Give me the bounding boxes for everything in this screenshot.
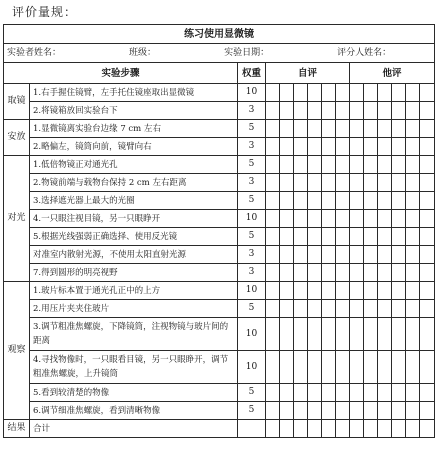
peer-eval-cell[interactable] [378,192,392,210]
self-eval-cell[interactable] [336,246,350,264]
table-row [4,384,435,402]
peer-eval-cell[interactable] [406,282,420,300]
peer-eval-cell[interactable] [378,84,392,102]
table-row [4,300,435,318]
self-eval-cell[interactable] [322,138,336,156]
peer-eval-cell[interactable] [420,138,435,156]
self-eval-cell[interactable] [280,282,294,300]
self-eval-cell[interactable] [308,420,322,438]
evaluation-table [3,24,435,438]
self-eval-cell[interactable] [336,300,350,318]
peer-eval-header: 他评 [350,63,435,84]
peer-eval-cell[interactable] [378,228,392,246]
self-eval-cell[interactable] [266,246,280,264]
peer-eval-cell[interactable] [350,84,364,102]
table-row [4,156,435,174]
peer-eval-cell[interactable] [406,264,420,282]
table-row [4,174,435,192]
peer-eval-cell[interactable] [364,84,378,102]
peer-eval-cell[interactable] [420,384,435,402]
step-cell: 4.寻找物像时，一只眼看目镜，另一只眼睁开，调节粗准焦螺旋，上升镜筒 [30,351,238,384]
self-eval-cell[interactable] [308,264,322,282]
peer-eval-cell[interactable] [364,192,378,210]
peer-eval-cell[interactable] [392,318,406,351]
peer-eval-cell[interactable] [378,282,392,300]
peer-eval-cell[interactable] [420,210,435,228]
peer-eval-cell[interactable] [420,282,435,300]
table-row [4,84,435,102]
table-row [4,264,435,282]
self-eval-cell[interactable] [280,264,294,282]
step-cell: 7.得到圆形的明亮视野 [30,264,238,282]
self-eval-cell[interactable] [266,264,280,282]
peer-eval-cell[interactable] [378,138,392,156]
self-eval-cell[interactable] [336,282,350,300]
table-row [4,318,435,351]
peer-eval-cell[interactable] [406,120,420,138]
peer-eval-cell[interactable] [406,402,420,420]
step-cell: 1.低倍物镜正对通光孔 [30,156,238,174]
weight-cell: 5 [238,300,266,318]
self-eval-cell[interactable] [266,174,280,192]
step-cell: 5.根据光线强弱正确选择、使用反光镜 [30,228,238,246]
peer-eval-cell[interactable] [364,384,378,402]
peer-eval-cell[interactable] [364,351,378,384]
peer-eval-cell[interactable] [420,318,435,351]
peer-eval-cell[interactable] [420,120,435,138]
peer-eval-cell[interactable] [392,351,406,384]
category-cell: 对光 [4,156,30,282]
self-eval-cell[interactable] [322,84,336,102]
peer-eval-cell[interactable] [350,246,364,264]
self-eval-cell[interactable] [322,228,336,246]
self-eval-cell[interactable] [308,318,322,351]
step-cell: 对准室内散射光源，不使用太阳直射光源 [30,246,238,264]
peer-eval-cell[interactable] [350,402,364,420]
peer-eval-cell[interactable] [406,102,420,120]
self-eval-cell[interactable] [294,192,308,210]
self-eval-cell[interactable] [294,351,308,384]
weight-header: 权重 [238,63,266,84]
peer-eval-cell[interactable] [350,120,364,138]
self-eval-cell[interactable] [266,84,280,102]
self-eval-cell[interactable] [280,210,294,228]
weight-cell: 5 [238,120,266,138]
self-eval-cell[interactable] [294,282,308,300]
self-eval-cell[interactable] [294,138,308,156]
peer-eval-cell[interactable] [392,102,406,120]
self-eval-cell[interactable] [308,351,322,384]
self-eval-cell[interactable] [336,384,350,402]
self-eval-cell[interactable] [336,228,350,246]
self-eval-cell[interactable] [266,228,280,246]
peer-eval-cell[interactable] [406,192,420,210]
self-eval-cell[interactable] [308,138,322,156]
peer-eval-cell[interactable] [350,192,364,210]
step-cell: 2.将镜箱放回实验台下 [30,102,238,120]
self-eval-cell[interactable] [266,156,280,174]
peer-eval-cell[interactable] [392,264,406,282]
peer-eval-cell[interactable] [420,402,435,420]
peer-eval-cell[interactable] [378,102,392,120]
peer-eval-cell[interactable] [350,228,364,246]
self-eval-cell[interactable] [294,264,308,282]
self-eval-cell[interactable] [280,384,294,402]
self-eval-cell[interactable] [336,192,350,210]
peer-eval-cell[interactable] [406,246,420,264]
peer-eval-cell[interactable] [420,192,435,210]
self-eval-cell[interactable] [308,84,322,102]
peer-eval-cell[interactable] [392,300,406,318]
peer-eval-cell[interactable] [406,156,420,174]
peer-eval-cell[interactable] [420,420,435,438]
peer-eval-cell[interactable] [378,402,392,420]
self-eval-cell[interactable] [294,228,308,246]
self-eval-header: 自评 [266,63,350,84]
peer-eval-cell[interactable] [378,174,392,192]
self-eval-cell[interactable] [322,120,336,138]
self-eval-cell[interactable] [308,156,322,174]
self-eval-cell[interactable] [280,192,294,210]
peer-eval-cell[interactable] [406,210,420,228]
peer-eval-cell[interactable] [350,384,364,402]
peer-eval-cell[interactable] [378,318,392,351]
self-eval-cell[interactable] [336,84,350,102]
self-eval-cell[interactable] [322,318,336,351]
peer-eval-cell[interactable] [406,420,420,438]
weight-cell: 10 [238,210,266,228]
peer-eval-cell[interactable] [350,174,364,192]
peer-eval-cell[interactable] [392,120,406,138]
self-eval-cell[interactable] [336,210,350,228]
weight-cell [238,420,266,438]
peer-eval-cell[interactable] [350,351,364,384]
self-eval-cell[interactable] [294,402,308,420]
table-row [4,102,435,120]
peer-eval-cell[interactable] [406,300,420,318]
peer-eval-cell[interactable] [406,84,420,102]
peer-eval-cell[interactable] [406,384,420,402]
self-eval-cell[interactable] [308,300,322,318]
self-eval-cell[interactable] [280,84,294,102]
peer-eval-cell[interactable] [364,174,378,192]
peer-eval-cell[interactable] [378,120,392,138]
peer-eval-cell[interactable] [378,156,392,174]
self-eval-cell[interactable] [308,120,322,138]
peer-eval-cell[interactable] [364,246,378,264]
peer-eval-cell[interactable] [406,174,420,192]
self-eval-cell[interactable] [308,102,322,120]
peer-eval-cell[interactable] [392,228,406,246]
peer-eval-cell[interactable] [364,138,378,156]
peer-eval-cell[interactable] [364,102,378,120]
table-title: 练习使用显微镜 [4,25,435,44]
self-eval-cell[interactable] [322,351,336,384]
steps-header: 实验步骤 [4,63,238,84]
peer-eval-cell[interactable] [420,228,435,246]
self-eval-cell[interactable] [336,174,350,192]
table-row [4,138,435,156]
self-eval-cell[interactable] [294,84,308,102]
weight-cell: 10 [238,351,266,384]
peer-eval-cell[interactable] [392,192,406,210]
self-eval-cell[interactable] [280,420,294,438]
peer-eval-cell[interactable] [392,138,406,156]
peer-eval-cell[interactable] [350,300,364,318]
peer-eval-cell[interactable] [392,246,406,264]
peer-eval-cell[interactable] [406,138,420,156]
peer-eval-cell[interactable] [350,210,364,228]
category-cell: 安放 [4,120,30,156]
self-eval-cell[interactable] [266,318,280,351]
self-eval-cell[interactable] [294,120,308,138]
weight-cell: 10 [238,282,266,300]
peer-eval-cell[interactable] [364,210,378,228]
self-eval-cell[interactable] [322,246,336,264]
peer-eval-cell[interactable] [392,174,406,192]
self-eval-cell[interactable] [322,210,336,228]
weight-cell: 5 [238,384,266,402]
self-eval-cell[interactable] [280,156,294,174]
table-row [4,210,435,228]
peer-eval-cell[interactable] [420,156,435,174]
self-eval-cell[interactable] [280,402,294,420]
self-eval-cell[interactable] [336,351,350,384]
self-eval-cell[interactable] [336,402,350,420]
peer-eval-cell[interactable] [378,351,392,384]
step-cell: 6.调节细准焦螺旋，看到清晰物像 [30,402,238,420]
peer-eval-cell[interactable] [350,264,364,282]
self-eval-cell[interactable] [280,246,294,264]
table-row [4,420,435,438]
self-eval-cell[interactable] [336,318,350,351]
self-eval-cell[interactable] [280,318,294,351]
peer-eval-cell[interactable] [406,351,420,384]
self-eval-cell[interactable] [266,384,280,402]
peer-eval-cell[interactable] [364,264,378,282]
self-eval-cell[interactable] [280,300,294,318]
class-label: 班级： [129,47,157,58]
self-eval-cell[interactable] [308,192,322,210]
step-cell: 1.玻片标本置于通光孔正中的上方 [30,282,238,300]
self-eval-cell[interactable] [322,192,336,210]
peer-eval-cell[interactable] [364,228,378,246]
self-eval-cell[interactable] [336,420,350,438]
peer-eval-cell[interactable] [350,420,364,438]
peer-eval-cell[interactable] [378,300,392,318]
self-eval-cell[interactable] [266,120,280,138]
peer-eval-cell[interactable] [392,384,406,402]
table-row [4,402,435,420]
peer-eval-cell[interactable] [378,246,392,264]
weight-cell: 3 [238,174,266,192]
step-cell: 4.一只眼注视目镜，另一只眼睁开 [30,210,238,228]
self-eval-cell[interactable] [280,351,294,384]
peer-eval-cell[interactable] [364,282,378,300]
step-cell: 3.选择遮光器上最大的光圈 [30,192,238,210]
self-eval-cell[interactable] [308,384,322,402]
peer-eval-cell[interactable] [420,300,435,318]
peer-eval-cell[interactable] [364,120,378,138]
self-eval-cell[interactable] [294,174,308,192]
table-row [4,120,435,138]
peer-eval-cell[interactable] [392,84,406,102]
self-eval-cell[interactable] [308,210,322,228]
weight-cell: 3 [238,246,266,264]
peer-eval-cell[interactable] [378,264,392,282]
self-eval-cell[interactable] [322,156,336,174]
self-eval-cell[interactable] [336,138,350,156]
step-cell: 2.物镜前端与载物台保持 2 cm 左右距离 [30,174,238,192]
date-label: 实验日期： [224,47,270,58]
step-cell: 2.略偏左，镜筒向前，镜臂向右 [30,138,238,156]
self-eval-cell[interactable] [336,120,350,138]
self-eval-cell[interactable] [266,282,280,300]
self-eval-cell[interactable] [266,192,280,210]
peer-eval-cell[interactable] [406,228,420,246]
self-eval-cell[interactable] [266,300,280,318]
table-row [4,228,435,246]
peer-eval-cell[interactable] [420,246,435,264]
self-eval-cell[interactable] [280,228,294,246]
self-eval-cell[interactable] [266,102,280,120]
self-eval-cell[interactable] [266,351,280,384]
self-eval-cell[interactable] [294,210,308,228]
self-eval-cell[interactable] [294,246,308,264]
weight-cell: 5 [238,156,266,174]
peer-eval-cell[interactable] [392,210,406,228]
peer-eval-cell[interactable] [392,282,406,300]
peer-eval-cell[interactable] [350,102,364,120]
peer-eval-cell[interactable] [350,318,364,351]
peer-eval-cell[interactable] [350,156,364,174]
self-eval-cell[interactable] [294,384,308,402]
peer-eval-cell[interactable] [420,351,435,384]
evaluator-label: 评分人姓名： [337,47,392,58]
peer-eval-cell[interactable] [420,84,435,102]
peer-eval-cell[interactable] [378,210,392,228]
self-eval-cell[interactable] [280,174,294,192]
self-eval-cell[interactable] [266,402,280,420]
category-cell: 取镜 [4,84,30,120]
heading: 评价量规： [12,5,78,19]
step-cell: 5.看到较清楚的物像 [30,384,238,402]
weight-cell: 3 [238,102,266,120]
table-row [4,192,435,210]
peer-eval-cell[interactable] [364,420,378,438]
weight-cell: 10 [238,318,266,351]
self-eval-cell[interactable] [336,156,350,174]
self-eval-cell[interactable] [266,420,280,438]
self-eval-cell[interactable] [322,282,336,300]
self-eval-cell[interactable] [322,420,336,438]
info-row [4,44,435,63]
self-eval-cell[interactable] [322,102,336,120]
peer-eval-cell[interactable] [392,402,406,420]
self-eval-cell[interactable] [336,264,350,282]
step-cell: 3.调节粗准焦螺旋，下降镜筒，注视物镜与玻片间的距离 [30,318,238,351]
peer-eval-cell[interactable] [392,420,406,438]
peer-eval-cell[interactable] [364,156,378,174]
self-eval-cell[interactable] [308,228,322,246]
self-eval-cell[interactable] [322,264,336,282]
self-eval-cell[interactable] [266,138,280,156]
peer-eval-cell[interactable] [420,102,435,120]
peer-eval-cell[interactable] [378,384,392,402]
self-eval-cell[interactable] [294,318,308,351]
peer-eval-cell[interactable] [364,402,378,420]
peer-eval-cell[interactable] [406,318,420,351]
step-cell: 1.显微镜离实验台边缘 7 cm 左右 [30,120,238,138]
peer-eval-cell[interactable] [364,318,378,351]
self-eval-cell[interactable] [322,300,336,318]
table-row [4,246,435,264]
step-cell: 2.用压片夹夹住玻片 [30,300,238,318]
category-cell: 观察 [4,282,30,420]
self-eval-cell[interactable] [294,420,308,438]
self-eval-cell[interactable] [322,402,336,420]
weight-cell: 5 [238,228,266,246]
self-eval-cell[interactable] [280,102,294,120]
peer-eval-cell[interactable] [364,300,378,318]
self-eval-cell[interactable] [280,120,294,138]
weight-cell: 5 [238,192,266,210]
self-eval-cell[interactable] [336,102,350,120]
peer-eval-cell[interactable] [420,174,435,192]
self-eval-cell[interactable] [308,174,322,192]
table-row [4,351,435,384]
weight-cell: 5 [238,402,266,420]
self-eval-cell[interactable] [322,174,336,192]
step-cell: 1.右手握住镜臂，左手托住镜座取出显微镜 [30,84,238,102]
peer-eval-cell[interactable] [378,420,392,438]
step-cell: 合计 [30,420,238,438]
self-eval-cell[interactable] [294,156,308,174]
self-eval-cell[interactable] [280,138,294,156]
peer-eval-cell[interactable] [392,156,406,174]
peer-eval-cell[interactable] [420,264,435,282]
experimenter-label: 实验者姓名： [7,47,62,58]
self-eval-cell[interactable] [308,402,322,420]
category-cell: 结果 [4,420,30,438]
self-eval-cell[interactable] [266,210,280,228]
peer-eval-cell[interactable] [350,282,364,300]
self-eval-cell[interactable] [308,282,322,300]
weight-cell: 10 [238,84,266,102]
table-row [4,282,435,300]
self-eval-cell[interactable] [294,102,308,120]
self-eval-cell[interactable] [322,384,336,402]
self-eval-cell[interactable] [308,246,322,264]
weight-cell: 3 [238,264,266,282]
peer-eval-cell[interactable] [350,138,364,156]
self-eval-cell[interactable] [294,300,308,318]
weight-cell: 3 [238,138,266,156]
